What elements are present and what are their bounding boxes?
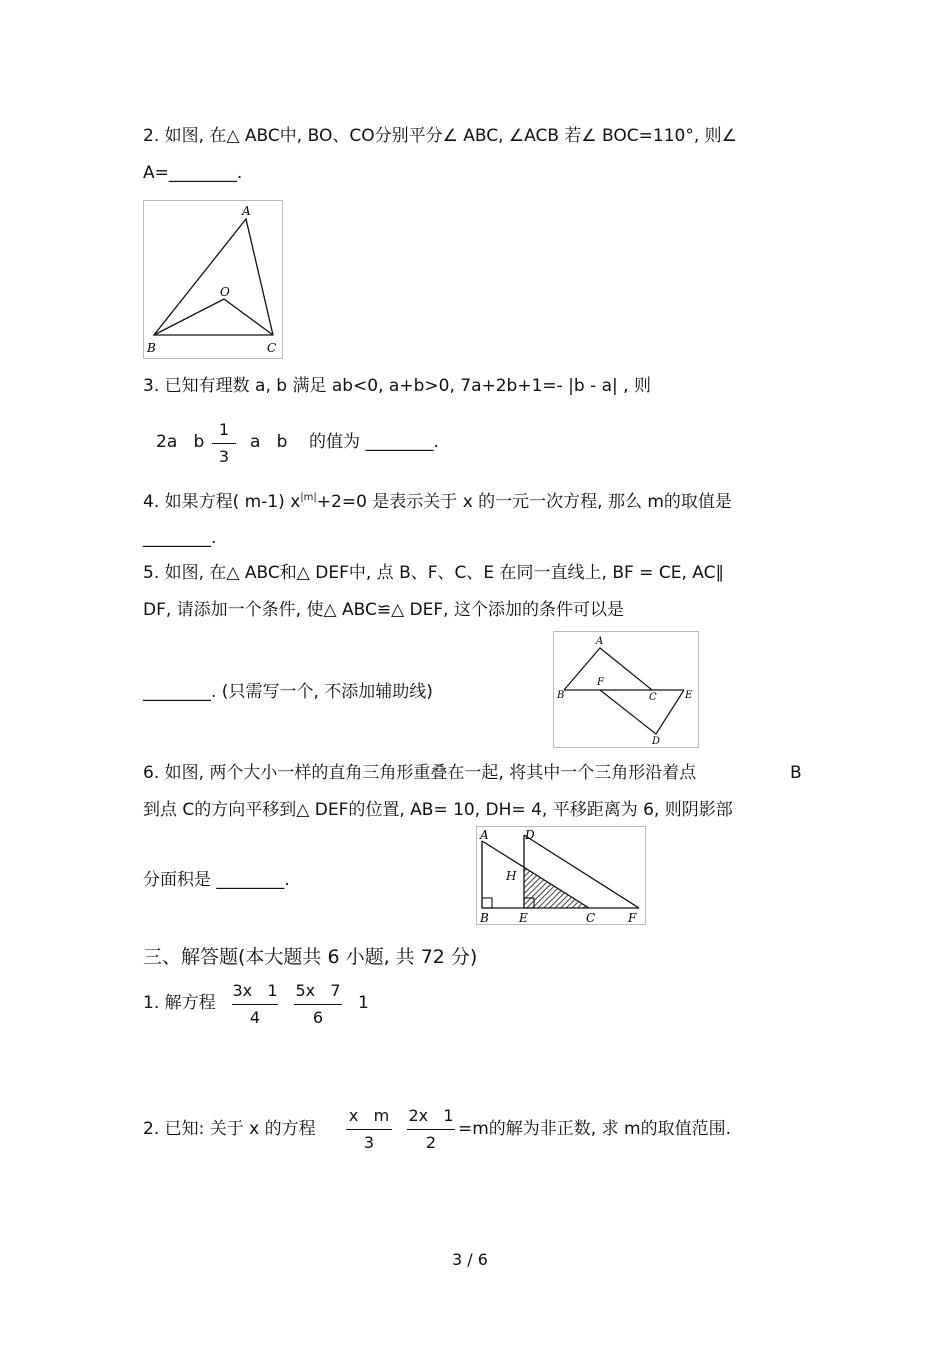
q3-expr-pre: 2a b bbox=[156, 432, 205, 452]
q6-label-f: F bbox=[628, 911, 637, 924]
q3-fraction-numerator: 1 bbox=[218, 420, 230, 439]
q2-label-a: A bbox=[242, 204, 251, 218]
q5-label-c: C bbox=[649, 692, 657, 703]
q2-label-o: O bbox=[220, 285, 230, 299]
q6-line1-end: B bbox=[790, 763, 802, 783]
s2-fraction-2 bbox=[407, 1106, 455, 1153]
q5-label-f: F bbox=[597, 677, 604, 688]
q6-line3: 分面积是 ________. bbox=[143, 870, 290, 890]
s1-fraction-2-bar bbox=[294, 1004, 342, 1005]
s2-fraction-1-denominator: 3 bbox=[363, 1133, 375, 1152]
s2-fraction-1-bar bbox=[346, 1129, 392, 1130]
q5-line1: 5. 如图, 在△ ABC和△ DEF中, 点 B、F、C、E 在同一直线上, BF = CE, AC∥ bbox=[143, 563, 724, 583]
page-number: 3 / 6 bbox=[452, 1250, 488, 1269]
s2-fraction-1 bbox=[346, 1106, 392, 1153]
q2-triangle-figure bbox=[143, 200, 283, 359]
s1-prefix: 1. 解方程 bbox=[143, 993, 216, 1013]
s2-fraction-1-numerator: x m bbox=[348, 1106, 390, 1125]
s1-fraction-1-bar bbox=[232, 1004, 278, 1005]
q5-label-b: B bbox=[557, 690, 565, 701]
q3-fraction-bar bbox=[212, 443, 236, 444]
q5-figure bbox=[553, 631, 699, 748]
q2-label-c: C bbox=[267, 341, 277, 355]
q2-line1: 2. 如图, 在△ ABC中, BO、CO分别平分∠ ABC, ∠ACB 若∠ BOC=110°, 则∠ bbox=[143, 126, 737, 146]
q5-figure-svg bbox=[554, 632, 698, 747]
q3-line1: 3. 已知有理数 a, b 满足 ab<0, a+b>0, 7a+2b+1=- |b - a| , 则 bbox=[143, 376, 651, 396]
s1-fraction-1 bbox=[232, 981, 278, 1028]
q6-figure bbox=[476, 826, 646, 925]
q2-line2: A=________. bbox=[143, 163, 243, 183]
s1-fraction-1-denominator: 4 bbox=[249, 1008, 261, 1027]
q6-label-b: B bbox=[480, 911, 489, 924]
q6-label-e: E bbox=[519, 911, 528, 924]
q6-figure-svg bbox=[477, 827, 645, 924]
q5-line2: DF, 请添加一个条件, 使△ ABC≌△ DEF, 这个添加的条件可以是 bbox=[143, 600, 624, 620]
s2-fraction-2-denominator: 2 bbox=[425, 1133, 437, 1152]
q5-label-d: D bbox=[652, 736, 661, 747]
section3-title: 三、解答题(本大题共 6 小题, 共 72 分) bbox=[143, 946, 478, 968]
q6-line1: 6. 如图, 两个大小一样的直角三角形重叠在一起, 将其中一个三角形沿着点 bbox=[143, 763, 697, 783]
s2-suffix: =m的解为非正数, 求 m的取值范围. bbox=[458, 1119, 731, 1139]
q6-line2: 到点 C的方向平移到△ DEF的位置, AB= 10, DH= 4, 平移距离为 6, 则阴影部 bbox=[143, 800, 733, 820]
q2-triangle-svg bbox=[144, 201, 282, 358]
q5-label-a: A bbox=[596, 636, 604, 647]
s2-prefix: 2. 已知: 关于 x 的方程 bbox=[143, 1119, 316, 1139]
q5-line3: ________. (只需写一个, 不添加辅助线) bbox=[143, 682, 433, 702]
q4-line2: ________. bbox=[143, 528, 217, 548]
q5-label-e: E bbox=[685, 690, 693, 701]
q6-label-a: A bbox=[480, 828, 489, 842]
s1-fraction-1-numerator: 3x 1 bbox=[232, 981, 278, 1000]
q3-expr-post: a b 的值为 ________. bbox=[250, 432, 439, 452]
q3-fraction bbox=[212, 420, 236, 467]
q4-line1-a: 4. 如果方程( m-1) x bbox=[143, 492, 301, 512]
s2-fraction-2-numerator: 2x 1 bbox=[408, 1106, 454, 1125]
q6-label-c: C bbox=[586, 911, 596, 924]
s1-fraction-2 bbox=[294, 981, 342, 1028]
s1-fraction-2-numerator: 5x 7 bbox=[295, 981, 341, 1000]
s2-fraction-2-bar bbox=[407, 1129, 455, 1130]
q6-label-d: D bbox=[525, 828, 535, 842]
q3-fraction-denominator: 3 bbox=[218, 447, 230, 466]
s1-fraction-2-denominator: 6 bbox=[312, 1008, 324, 1027]
q4-superscript: |m| bbox=[300, 492, 317, 503]
s1-suffix: 1 bbox=[358, 993, 369, 1013]
q2-label-b: B bbox=[147, 341, 156, 355]
q6-label-h: H bbox=[506, 869, 517, 883]
q4-line1-b: +2=0 是表示关于 x 的一元一次方程, 那么 m的取值是 bbox=[316, 492, 732, 512]
q4-line1 bbox=[143, 488, 732, 512]
